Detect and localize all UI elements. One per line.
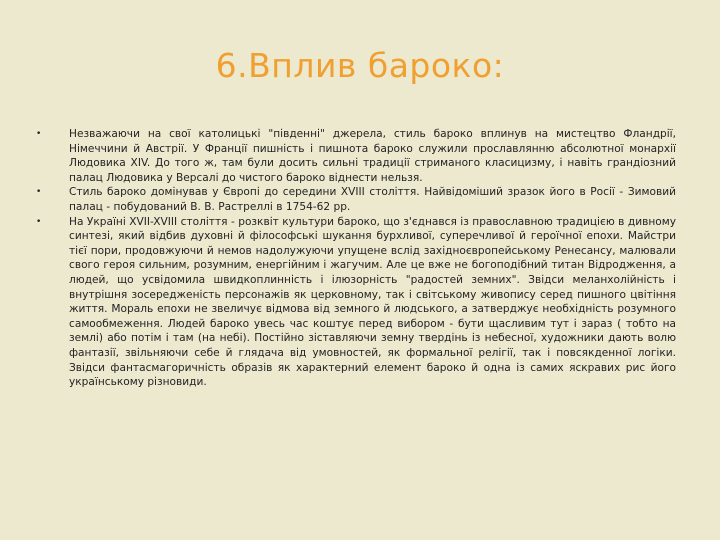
bullet-dot-icon: • bbox=[36, 129, 42, 139]
slide-title: 6.Вплив бароко: bbox=[215, 46, 505, 85]
bullet-text: Незважаючи на свої католицькі "південні" джерела, стиль бароко вплинув на мистецтво Фландрії, Німеччини й Австрії. У Франції пишність і пишнота бароко служили прославлянню абсолютної монархії Людовика XIV. До того ж, там були досить сильні традиції стриманого класицизму, і навіть грандіозний палац Людовика у Версалі до чистого бароко віднести нельзя. bbox=[69, 128, 676, 184]
bullet-text: Стиль бароко домінував у Європі до середини XVIII століття. Найвідоміший зразок його в Росії - Зимовий палац - побудований В. В. Растреллі в 1754-62 рр. bbox=[69, 186, 676, 213]
bullet-dot-icon: • bbox=[36, 216, 42, 227]
bullet-list bbox=[36, 127, 676, 390]
bullet-dot-icon: • bbox=[36, 187, 42, 198]
bullet-item bbox=[36, 127, 676, 185]
bullet-item bbox=[36, 185, 676, 214]
bullet-item bbox=[36, 215, 676, 390]
bullet-text: На Україні XVII-XVIII століття - розквіт культури бароко, що з'єднався із православною традицією в дивному синтезі, який відбив духовні й філософські шукання бурхливої, суперечливої й героїчної епохи. Майстри тієї пори, продовжуючи й немов надолужуючи упущене вслід західноєвропейському Ренесансу, малювали свого героя сильним, розумним, енергійним і жагучим. Але це вже не богоподібний титан Відродження, а людей, що усвідомила швидкоплинність і ілюзорність "радостей земних". Звідси меланхолійність і внутрішня зосередженість персонажів як церковному, так і світському живопису серед пишного цвітіння життя. Мораль епохи не звеличує відмова від земного й людського, а затверджує необхідність розумного самообмеження. Людей бароко увесь час коштує перед вибором - бути щасливим тут і зараз ( тобто на землі) або потім і там (на небі). Постійно зіставляючи земну твердінь із небесної, художники дають волю фантазії, звільняючи себе й глядача від умовностей, як формальної релігії, так і повсякденної логіки. Звідси фантасмагоричність образів як характерний елемент бароко й одна із самих яскравих рис його українському різновиди. bbox=[69, 215, 676, 389]
